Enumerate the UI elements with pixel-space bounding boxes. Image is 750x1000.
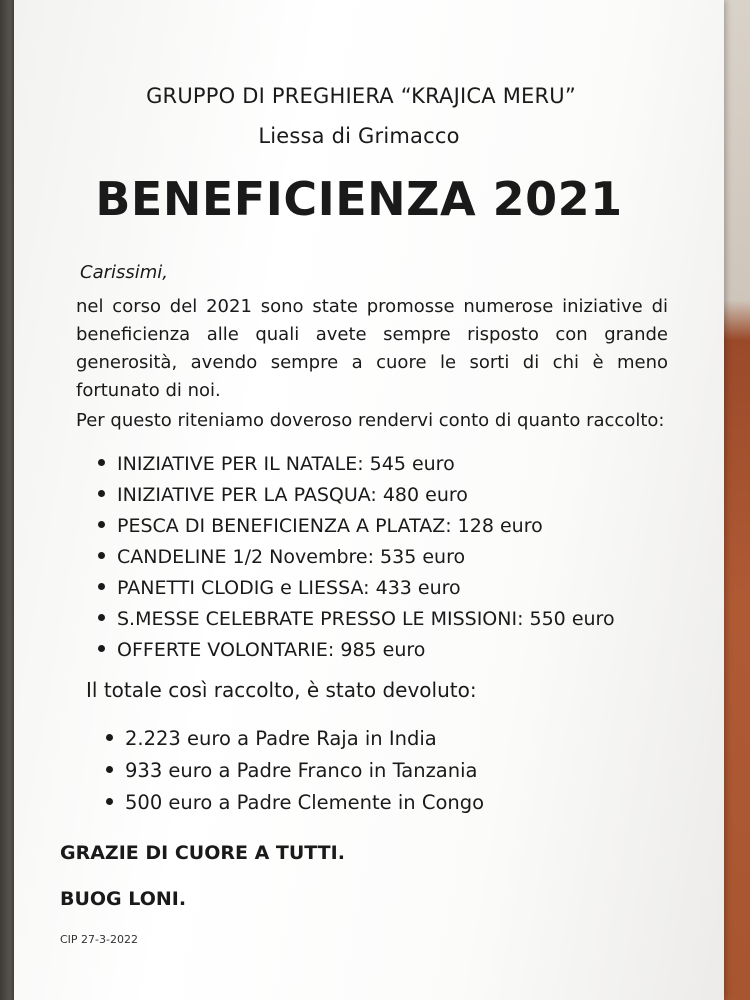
- bullet-icon: [98, 614, 105, 621]
- intro-paragraph: [76, 293, 668, 405]
- bullet-icon: [106, 766, 113, 773]
- notice-sheet: [14, 0, 724, 1000]
- thanks-line: GRAZIE DI CUORE A TUTTI.: [60, 842, 345, 864]
- bullet-icon: [98, 645, 105, 652]
- list-item: [98, 449, 615, 480]
- reference-code: CIP 27-3-2022: [60, 933, 138, 946]
- intro-line: nel corso del 2021 sono state promosse numerose iniziative di: [76, 296, 668, 317]
- list-item-text: 500 euro a Padre Clemente in Congo: [125, 791, 485, 814]
- intro-line: fortunato di noi.: [76, 380, 221, 401]
- list-item: [98, 573, 615, 604]
- list-item-text: CANDELINE 1/2 Novembre: 535 euro: [117, 546, 466, 568]
- bullet-icon: [106, 734, 113, 741]
- list-item-text: PANETTI CLODIG e LIESSA: 433 euro: [117, 577, 461, 599]
- total-line: Il totale così raccolto, è stato devoluto:: [86, 678, 477, 702]
- list-item: [98, 511, 615, 542]
- list-item: [106, 723, 484, 755]
- list-item: [98, 480, 615, 511]
- list-item-text: INIZIATIVE PER IL NATALE: 545 euro: [117, 453, 455, 475]
- bullet-icon: [98, 552, 105, 559]
- bullet-icon: [106, 798, 113, 805]
- place-name: Liessa di Grimacco: [258, 124, 460, 148]
- list-item-text: 2.223 euro a Padre Raja in India: [125, 727, 437, 750]
- bullet-icon: [98, 583, 105, 590]
- list-item-text: S.MESSE CELEBRATE PRESSO LE MISSIONI: 550 euro: [117, 608, 615, 630]
- list-item: [106, 787, 484, 819]
- bullet-icon: [98, 521, 105, 528]
- page-title: BENEFICIENZA 2021: [95, 172, 623, 226]
- collected-list: [98, 449, 615, 666]
- list-item-text: PESCA DI BENEFICIENZA A PLATAZ: 128 euro: [117, 515, 543, 537]
- bullet-icon: [98, 459, 105, 466]
- donations-list: [106, 723, 484, 819]
- list-item-text: OFFERTE VOLONTARIE: 985 euro: [117, 639, 426, 661]
- bullet-icon: [98, 490, 105, 497]
- intro-line: generosità, avendo sempre a cuore le sorti di chi è meno: [76, 352, 668, 373]
- list-item: [98, 604, 615, 635]
- intro-line: beneficienza alle quali avete sempre risposto con grande: [76, 324, 668, 345]
- list-item: [106, 755, 484, 787]
- list-item: [98, 635, 615, 666]
- closing-line: BUOG LONI.: [60, 888, 187, 910]
- list-item-text: INIZIATIVE PER LA PASQUA: 480 euro: [117, 484, 468, 506]
- list-item-text: 933 euro a Padre Franco in Tanzania: [125, 759, 478, 782]
- organization-name: GRUPPO DI PREGHIERA “KRAJICA MERU”: [146, 84, 576, 108]
- salutation: Carissimi,: [80, 262, 169, 283]
- list-item: [98, 542, 615, 573]
- lead-sentence: Per questo riteniamo doveroso rendervi conto di quanto raccolto:: [76, 410, 665, 431]
